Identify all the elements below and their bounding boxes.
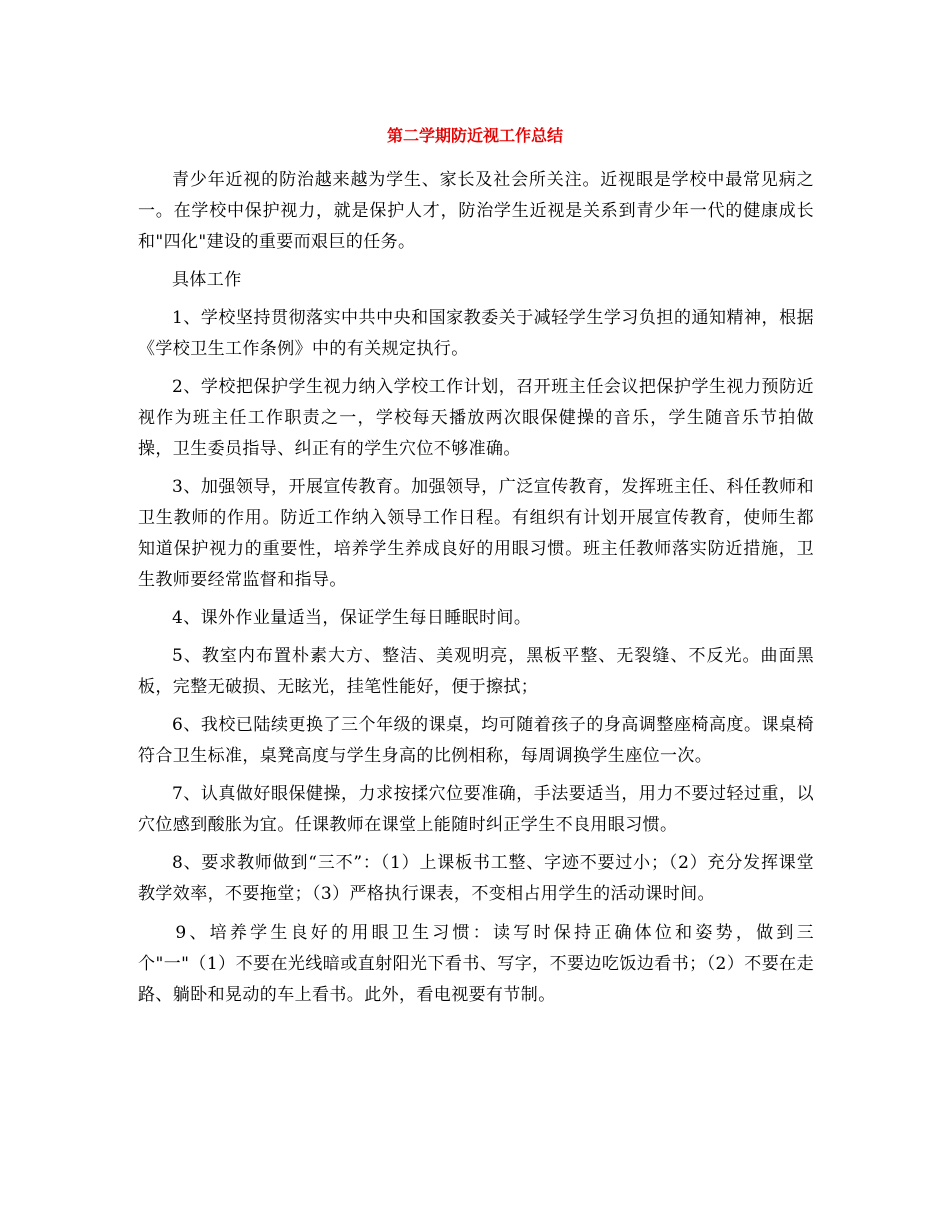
item-paragraph-1: 1、学校坚持贯彻落实中共中央和国家教委关于减轻学生学习负担的通知精神，根据《学校卫生工作条例》中的有关规定执行。 (138, 308, 814, 359)
item-paragraph-2: 2、学校把保护学生视力纳入学校工作计划，召开班主任会议把保护学生视力预防近视作为班主任工作职责之一，学校每天播放两次眼保健操的音乐，学生随音乐节拍做操，卫生委员指导、纠正有的学生穴位不够准确。 (138, 377, 814, 459)
item-paragraph-4: 4、课外作业量适当，保证学生每日睡眠时间。 (172, 608, 532, 628)
item-paragraph-3: 3、加强领导，开展宣传教育。加强领导，广泛宣传教育，发挥班主任、科任教师和卫生教师的作用。防近工作纳入领导工作日程。有组织有计划开展宣传教育，使师生都知道保护视力的重要性，培养学生养成良好的用眼习惯。班主任教师落实防近措施，卫生教师要经常监督和指导。 (138, 477, 814, 590)
item-paragraph-8: 8、要求教师做到“三不”：（1）上课板书工整、字迹不要过小；（2）充分发挥课堂教学效率，不要拖堂；（3）严格执行课表，不变相占用学生的活动课时间。 (138, 853, 814, 904)
section-heading: 具体工作 (172, 270, 242, 290)
item-paragraph-9: 9、培养学生良好的用眼卫生习惯：读写时保持正确体位和姿势，做到三个"一"（1）不要在光线暗或直射阳光下看书、写字，不要边吃饭边看书；（2）不要在走路、躺卧和晃动的车上看书。此外，看电视要有节制。 (138, 923, 814, 1005)
intro-paragraph: 青少年近视的防治越来越为学生、家长及社会所关注。近视眼是学校中最常见病之一。在学校中保护视力，就是保护人才，防治学生近视是关系到青少年一代的健康成长和"四化"建设的重要而艰巨的任务。 (138, 170, 814, 252)
item-paragraph-6: 6、我校已陆续更换了三个年级的课桌，均可随着孩子的身高调整座椅高度。课桌椅符合卫生标准，桌凳高度与学生身高的比例相称，每周调换学生座位一次。 (138, 715, 814, 766)
document-body (138, 165, 814, 1018)
item-paragraph-7: 7、认真做好眼保健操，力求按揉穴位要准确，手法要适当，用力不要过轻过重，以穴位感到酸胀为宜。任课教师在课堂上能随时纠正学生不良用眼习惯。 (138, 784, 814, 835)
item-paragraph-5: 5、教室内布置朴素大方、整洁、美观明亮，黑板平整、无裂缝、不反光。曲面黑板，完整无破损、无眩光，挂笔性能好，便于擦拭； (138, 646, 814, 697)
document-title: 第二学期防近视工作总结 (386, 126, 563, 145)
